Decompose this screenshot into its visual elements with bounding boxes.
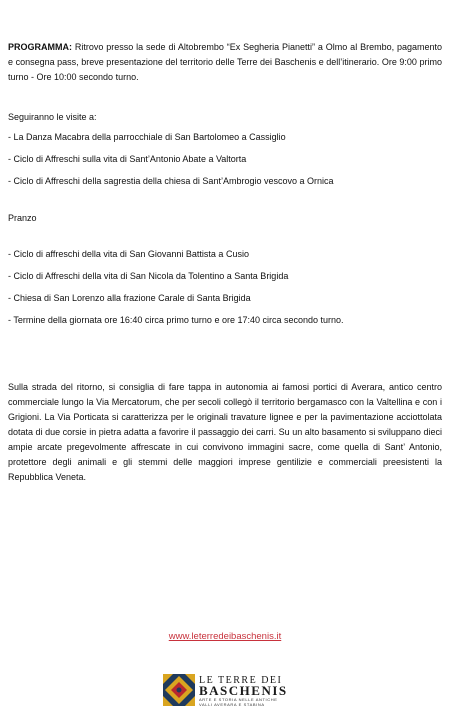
list-item: - Ciclo di affreschi della vita di San Giovanni Battista a Cusio: [8, 249, 249, 259]
logo-line-3: ARTE E STORIA NELLE ANTICHE: [199, 697, 278, 702]
lunch-label: Pranzo: [8, 213, 37, 223]
list-item: - Ciclo di Affreschi sulla vita di Sant’Antonio Abate a Valtorta: [8, 154, 247, 164]
logo-line-2: BASCHENIS: [199, 683, 288, 698]
crest-icon: [163, 674, 195, 706]
logo-line-4: VALLI AVERARA E STABINA: [199, 702, 265, 707]
list-item: - Chiesa di San Lorenzo alla frazione Carale di Santa Brigida: [8, 293, 251, 303]
list-item: - La Danza Macabra della parrocchiale di San Bartolomeo a Cassiglio: [8, 132, 286, 142]
visits-list: [8, 130, 442, 196]
website-link[interactable]: www.leterredeibaschenis.it: [168, 631, 282, 642]
list-item: - Termine della giornata ore 16:40 circa primo turno e ore 17:40 circa secondo turno.: [8, 315, 344, 325]
visits-heading: Seguiranno le visite a:: [8, 112, 97, 122]
return-trip-paragraph: Sulla strada del ritorno, si consiglia di fare tappa in autonomia ai famosi portici di Averara, antico centro commerciale lungo la Via Mercatorum, che per secoli collegò il territorio bergamasco con la Valtellina e con i Grigioni. La Via Porticata si caratterizza per le originali travature lignee e per la pavimentazione acciottolata dotata di due corsie in pietra adatta a favorire il passaggio dei carri. Su un alto basamento si sviluppano dieci ampie arcate pregevolmente affrescate in cui convivono immagini sacre, come quella di Sant’ Antonio, protettore degli animali e gli stemmi delle maggiori imprese gentilizie e commerciali preesistenti la Repubblica Veneta.: [8, 382, 442, 482]
list-item: - Ciclo di Affreschi della sagrestia della chiesa di Sant’Ambrogio vescovo a Ornica: [8, 176, 334, 186]
programme-paragraph: [8, 40, 442, 85]
baschenis-logo: [163, 672, 303, 708]
programme-text: Ritrovo presso la sede di Altobrembo “Ex Segheria Pianetti” a Olmo al Brembo, pagamento e consegna pass, breve presentazione del territorio delle Terre dei Baschenis e dell’itinerario. Ore 9:00 primo turno - Ore 10:00 secondo turno.: [8, 42, 442, 82]
logo-line-1: LE TERRE DEI: [199, 675, 283, 686]
programme-label: PROGRAMMA:: [8, 42, 72, 52]
list-item: - Ciclo di Affreschi della vita di San Nicola da Tolentino a Santa Brigida: [8, 271, 289, 281]
document-page: [8, 0, 442, 712]
afternoon-visits-list: [8, 247, 442, 335]
